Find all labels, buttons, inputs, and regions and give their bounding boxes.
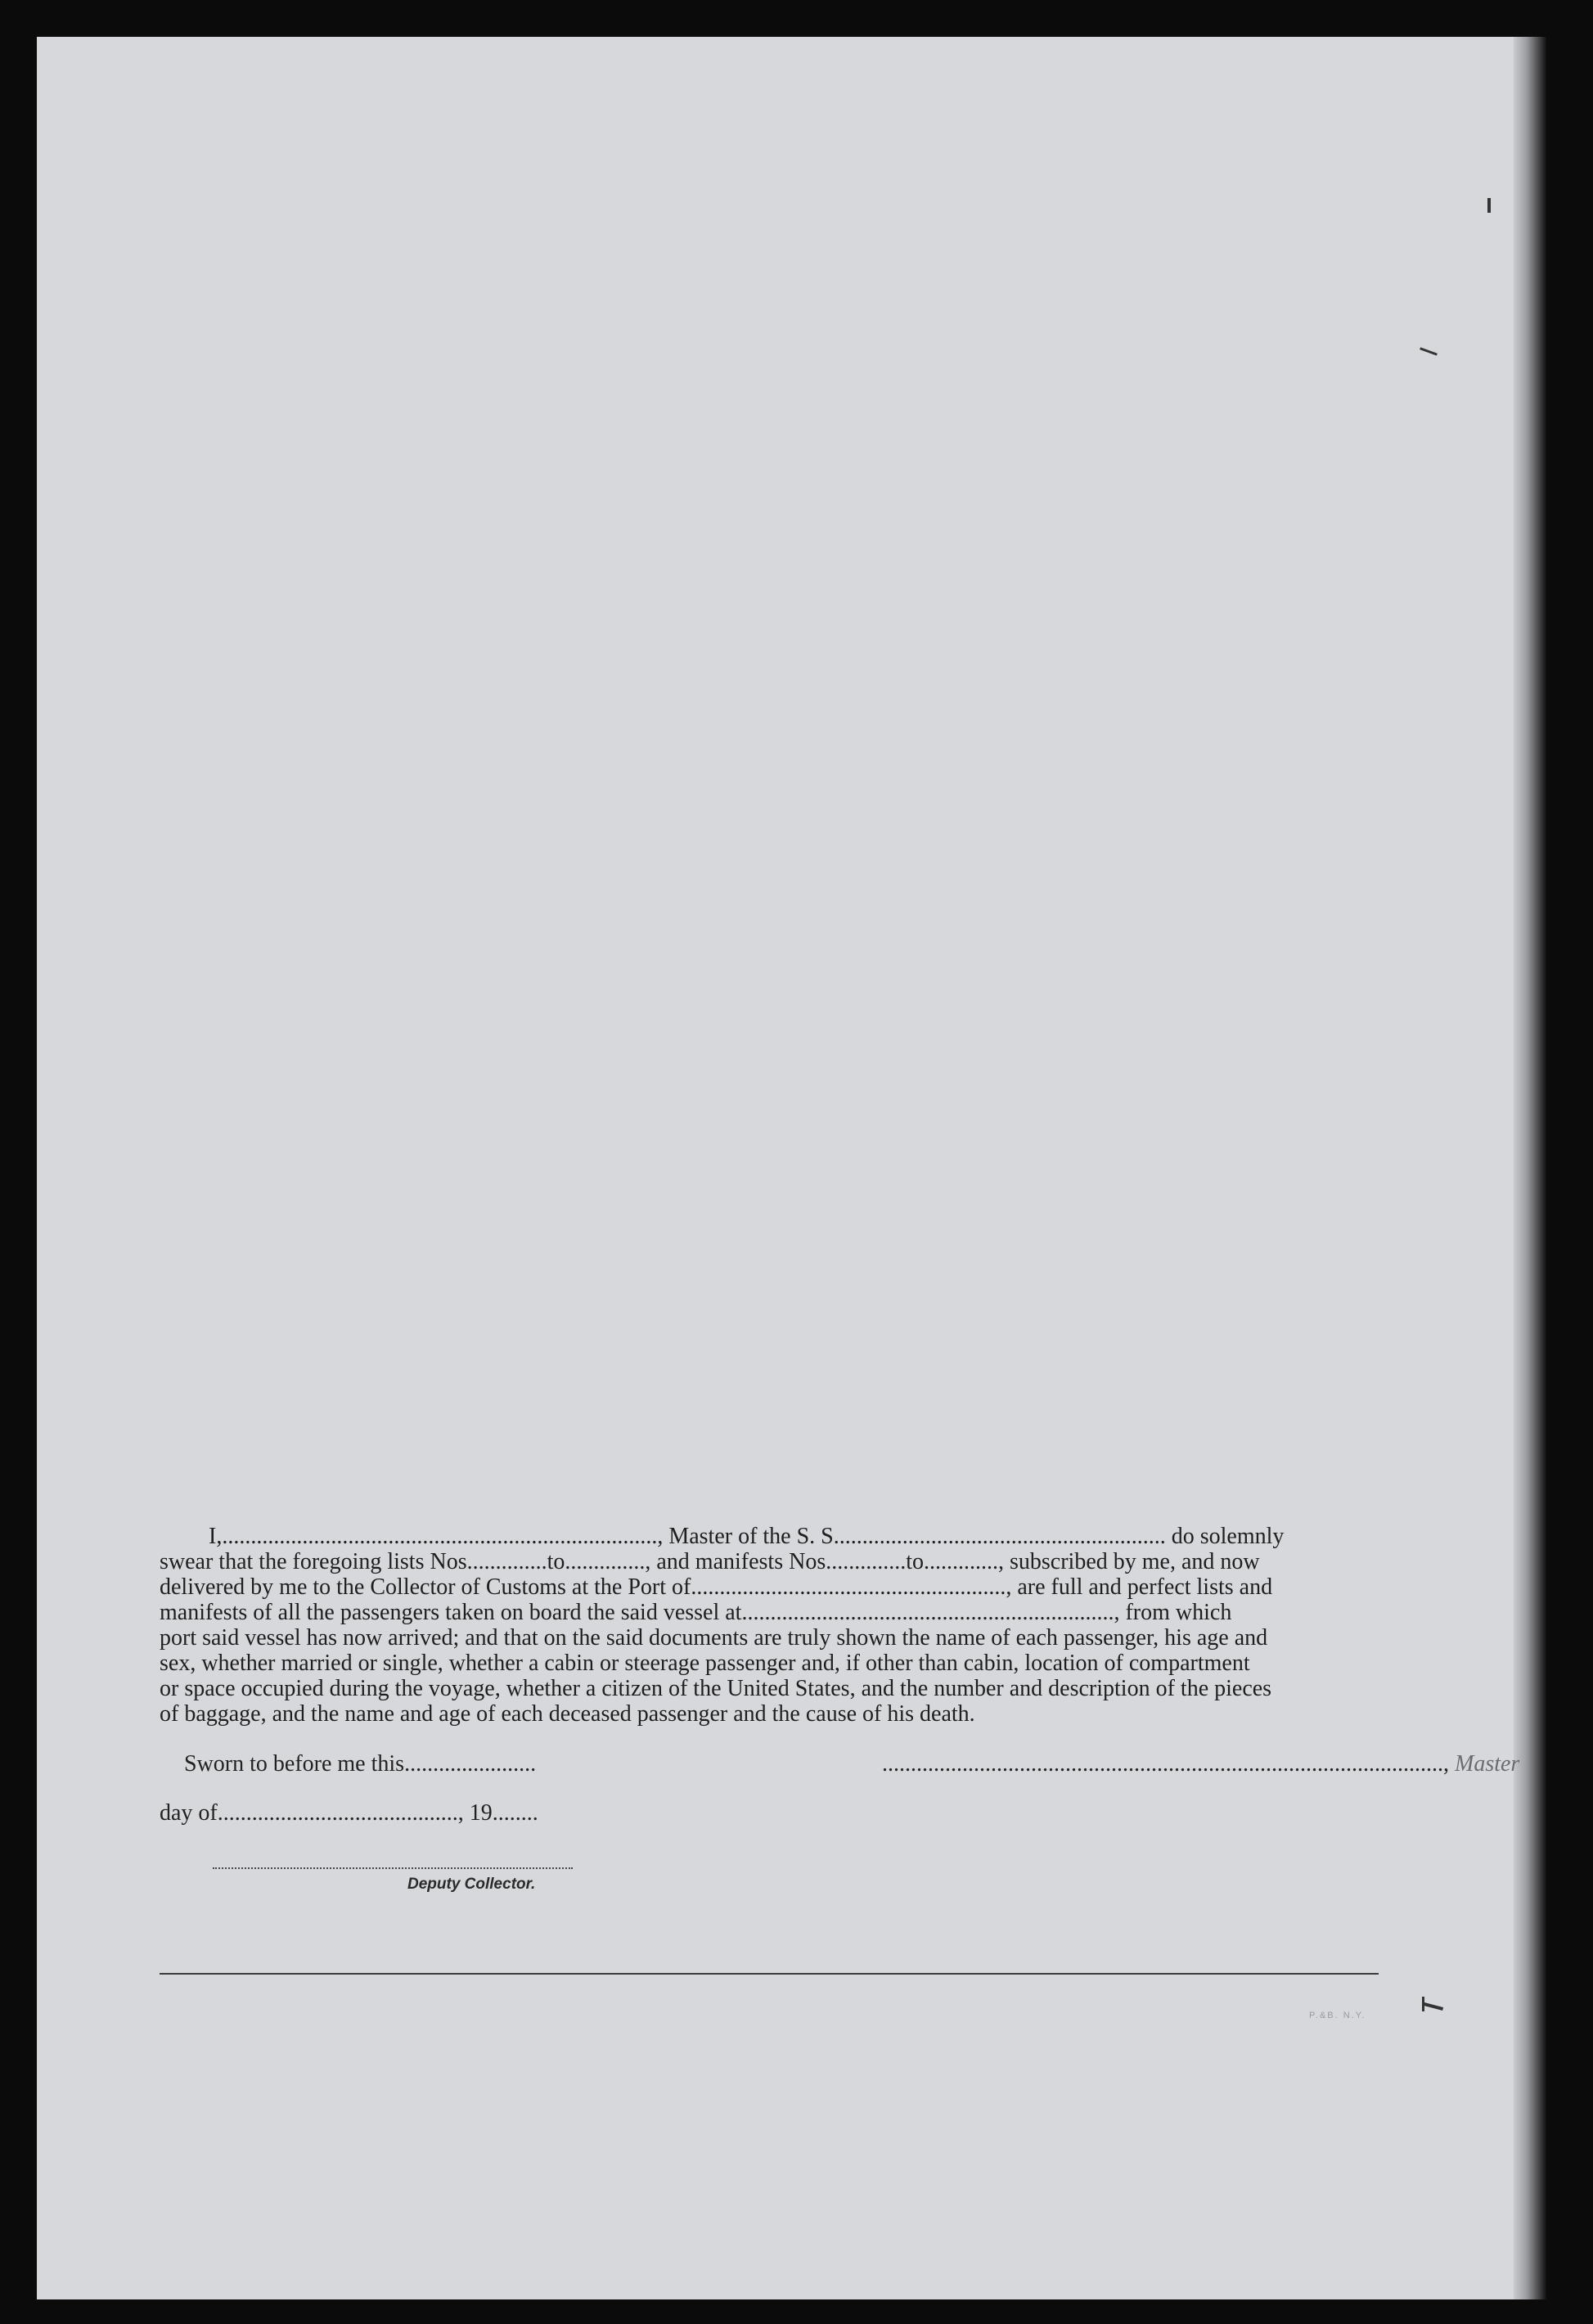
edge-mark xyxy=(1422,1997,1424,2011)
oath-line: delivered by me to the Collector of Customs at the Port of......................................................., are full and perfect lists and xyxy=(160,1574,1273,1600)
oath-line: of baggage, and the name and age of each deceased passenger and the cause of his death. xyxy=(160,1701,975,1727)
printer-mark: P.&B. N.Y. xyxy=(1309,2011,1366,2020)
oath-line: port said vessel has now arrived; and that on the said documents are truly shown the name of each passenger, his age and xyxy=(160,1625,1268,1651)
oath-paragraph xyxy=(160,1524,1387,1727)
bottom-rule xyxy=(160,1973,1379,1975)
day-of-line: day of.........................................., 19........ xyxy=(160,1800,538,1826)
oath-line: sex, whether married or single, whether a cabin or steerage passenger and, if other than cabin, location of compartment xyxy=(160,1651,1250,1676)
master-signature-line: .................................................................................................., Master xyxy=(882,1751,1520,1777)
deputy-collector-label: Deputy Collector. xyxy=(407,1876,536,1893)
master-title: Master xyxy=(1455,1751,1520,1777)
oath-line: I,............................................................................, Master of the S. S.......................................................... do solemnly xyxy=(209,1524,1285,1549)
oath-line: or space occupied during the voyage, whether a citizen of the United States, and the number and description of the pieces xyxy=(160,1676,1272,1701)
oath-line: manifests of all the passengers taken on board the said vessel at................................................................., from which xyxy=(160,1600,1232,1625)
page-edge-shadow xyxy=(1514,37,1546,2299)
oath-line: swear that the foregoing lists Nos..............to.............., and manifests Nos..............to............., subscribed by me, and now xyxy=(160,1549,1260,1574)
sworn-to-line: Sworn to before me this....................... xyxy=(184,1751,537,1777)
manifest-page xyxy=(37,37,1514,2299)
deputy-signature-rule xyxy=(213,1867,573,1869)
edge-mark xyxy=(1487,198,1491,213)
